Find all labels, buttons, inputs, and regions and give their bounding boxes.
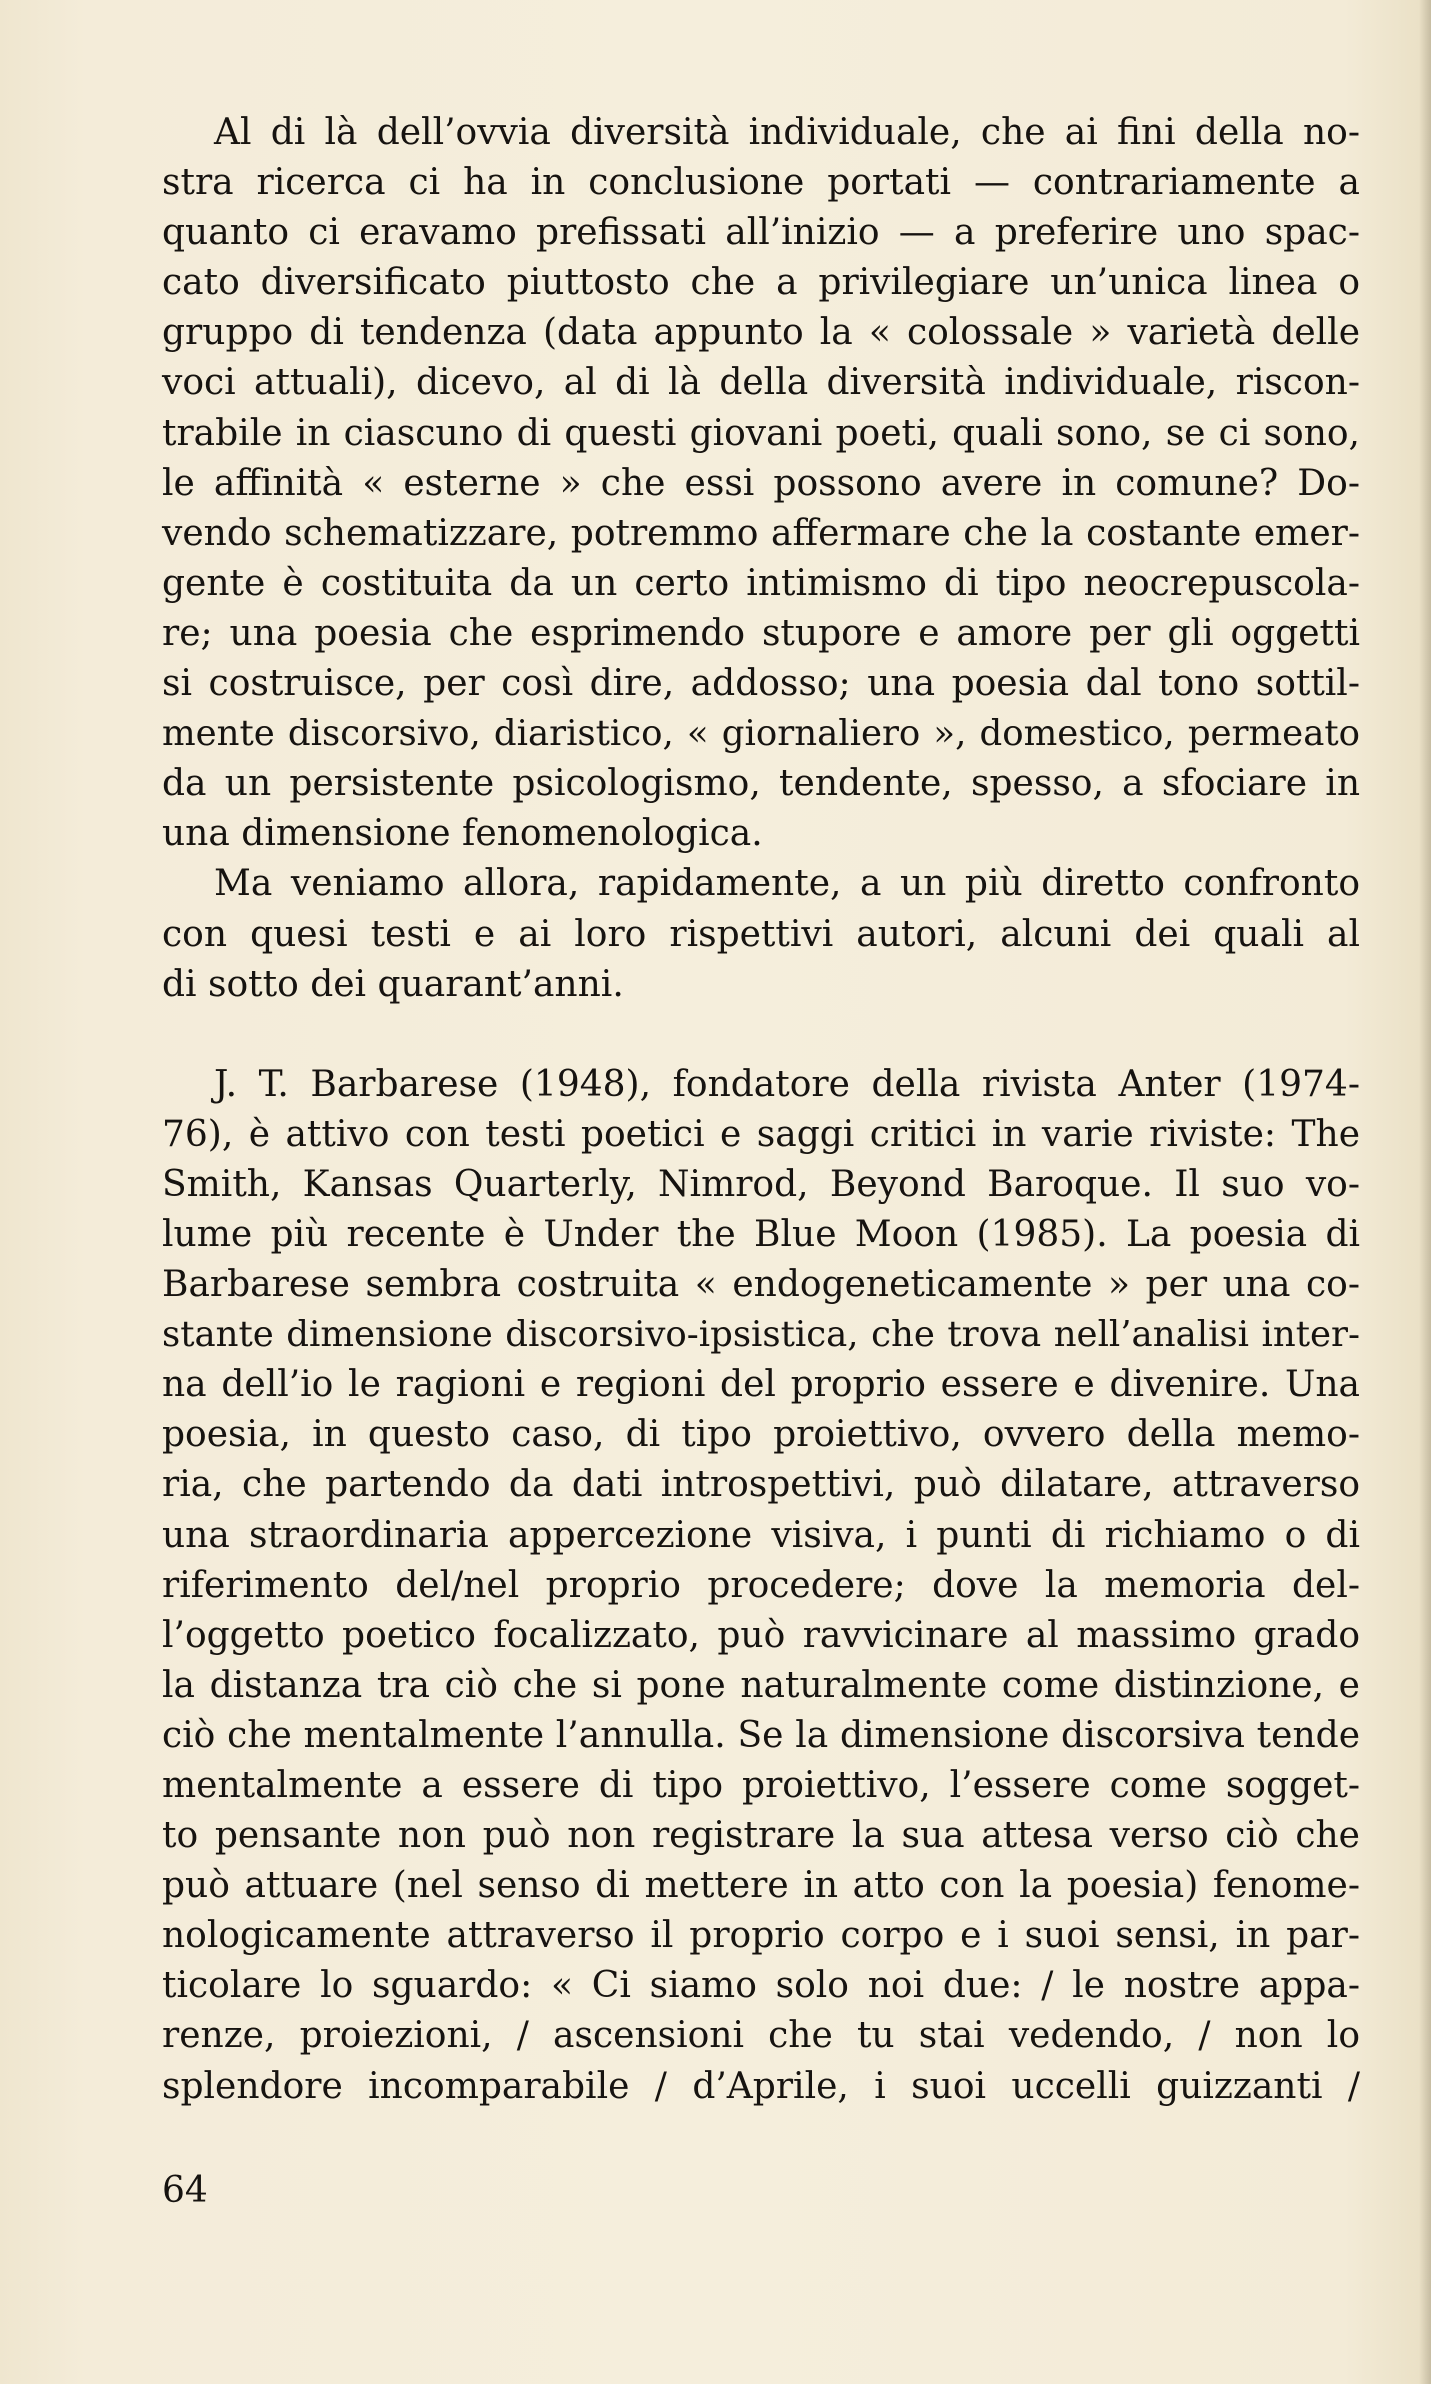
paragraph-1 bbox=[162, 108, 1360, 859]
paragraph-2 bbox=[162, 859, 1360, 1009]
text-line: mentalmente a essere di tipo proiettivo, l’essere come sogget- bbox=[162, 1765, 1360, 1806]
page-number: 64 bbox=[162, 2170, 208, 2211]
text-line: 76), è attivo con testi poetici e saggi critici in varie riviste: The bbox=[162, 1113, 1360, 1155]
text-line: mente discorsivo, diaristico, « giornaliero », domestico, permeato bbox=[162, 713, 1360, 755]
text-line: re; una poesia che esprimendo stupore e amore per gli oggetti bbox=[162, 612, 1360, 654]
text-line: trabile in ciascuno di questi giovani poeti, quali sono, se ci sono, bbox=[162, 412, 1360, 454]
text-line: voci attuali), dicevo, al di là della diversità individuale, riscon- bbox=[162, 362, 1360, 404]
text-line: gente è costituita da un certo intimismo di tipo neocrepuscola- bbox=[162, 562, 1360, 604]
page-edge-shadow bbox=[1419, 0, 1431, 2384]
text-line: nologicamente attraverso il proprio corpo e i suoi sensi, in par- bbox=[162, 1915, 1360, 1957]
text-line: renze, proiezioni, / ascensioni che tu stai vedendo, / non lo bbox=[162, 2015, 1360, 2057]
text-line: poesia, in questo caso, di tipo proiettivo, ovvero della memo- bbox=[162, 1414, 1360, 1456]
text-line: riferimento del/nel proprio procedere; dove la memoria del- bbox=[162, 1564, 1360, 1606]
text-line: con quesi testi e ai loro rispettivi autori, alcuni dei quali al bbox=[162, 913, 1360, 955]
text-line: di sotto dei quarant’anni. bbox=[162, 963, 624, 1005]
text-line: una straordinaria appercezione visiva, i punti di richiamo o di bbox=[162, 1514, 1360, 1556]
text-line: si costruisce, per così dire, addosso; una poesia dal tono sottil- bbox=[162, 663, 1360, 705]
text-line: ria, che partendo da dati introspettivi, può dilatare, attraverso bbox=[162, 1464, 1360, 1506]
body-text bbox=[162, 108, 1360, 2112]
text-line: una dimensione fenomenologica. bbox=[162, 813, 763, 855]
text-line: gruppo di tendenza (data appunto la « colossale » varietà delle bbox=[162, 312, 1360, 354]
text-line: stante dimensione discorsivo-ipsistica, che trova nell’analisi inter- bbox=[162, 1314, 1360, 1356]
text-line: la distanza tra ciò che si pone naturalmente come distinzione, e bbox=[162, 1664, 1360, 1706]
text-line: to pensante non può non registrare la sua attesa verso ciò che bbox=[162, 1815, 1360, 1857]
text-line: na dell’io le ragioni e regioni del proprio essere e divenire. Una bbox=[162, 1364, 1360, 1406]
text-line: Ma veniamo allora, rapidamente, a un più diretto confronto bbox=[214, 863, 1360, 905]
text-line: ciò che mentalmente l’annulla. Se la dimensione discorsiva tende bbox=[162, 1714, 1360, 1756]
text-line: da un persistente psicologismo, tendente, spesso, a sfociare in bbox=[162, 763, 1360, 805]
text-line: splendore incomparabile / d’Aprile, i suoi uccelli guizzanti / bbox=[162, 2065, 1360, 2107]
text-line: le affinità « esterne » che essi possono avere in comune? Do- bbox=[162, 462, 1360, 504]
text-line: ticolare lo sguardo: « Ci siamo solo noi due: / le nostre appa- bbox=[162, 1965, 1360, 2007]
section-gap bbox=[162, 1010, 1360, 1060]
text-line: stra ricerca ci ha in conclusione portati — contrariamente a bbox=[162, 162, 1360, 204]
text-line: Al di là dell’ovvia diversità individuale, che ai fini della no- bbox=[214, 112, 1360, 153]
text-line: Barbarese sembra costruita « endogeneticamente » per una co- bbox=[162, 1264, 1360, 1306]
text-line: Smith, Kansas Quarterly, Nimrod, Beyond Baroque. Il suo vo- bbox=[162, 1163, 1360, 1205]
paragraph-3 bbox=[162, 1060, 1360, 2112]
text-line: J. T. Barbarese (1948), fondatore della rivista Anter (1974- bbox=[214, 1063, 1360, 1105]
text-line: l’oggetto poetico focalizzato, può ravvicinare al massimo grado bbox=[162, 1614, 1360, 1656]
text-line: lume più recente è Under the Blue Moon (1985). La poesia di bbox=[162, 1213, 1360, 1255]
text-line: quanto ci eravamo prefissati all’inizio — a preferire uno spac- bbox=[162, 212, 1360, 254]
text-line: vendo schematizzare, potremmo affermare che la costante emer- bbox=[162, 512, 1360, 554]
text-line: può attuare (nel senso di mettere in atto con la poesia) fenome- bbox=[162, 1865, 1360, 1907]
text-line: cato diversificato piuttosto che a privilegiare un’unica linea o bbox=[162, 262, 1360, 304]
